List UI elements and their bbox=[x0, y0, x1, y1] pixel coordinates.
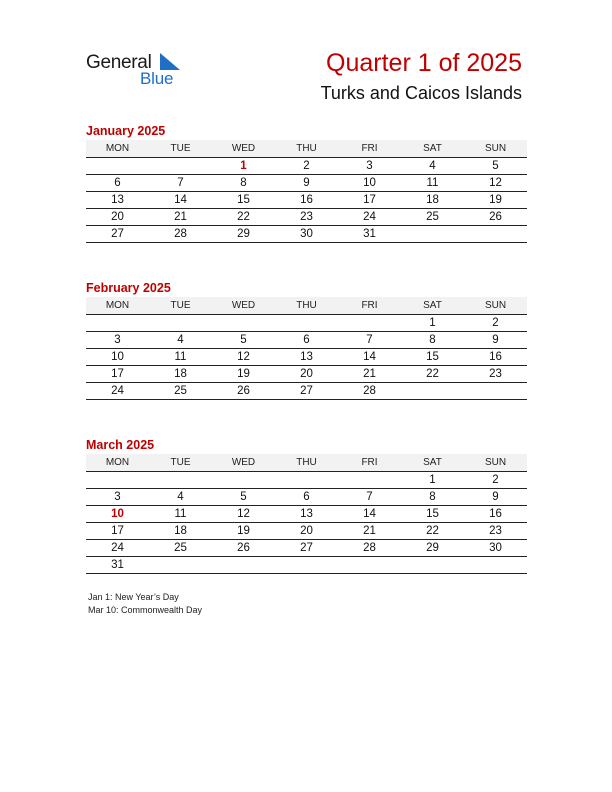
day-cell: 21 bbox=[363, 368, 376, 380]
day-cell: 30 bbox=[300, 228, 313, 240]
day-cell: 2 bbox=[492, 317, 499, 329]
day-cell: 1 bbox=[429, 474, 436, 486]
day-cell: 18 bbox=[174, 525, 187, 537]
weekday-header: THU bbox=[296, 300, 317, 311]
weekday-header: TUE bbox=[170, 300, 191, 311]
weekday-header: THU bbox=[296, 143, 317, 154]
day-cell: 29 bbox=[237, 228, 250, 240]
day-cell bbox=[212, 315, 275, 331]
day-cell: 4 bbox=[177, 334, 184, 346]
day-cell: 7 bbox=[366, 334, 373, 346]
week-row bbox=[86, 192, 527, 209]
day-cell: 5 bbox=[240, 491, 247, 503]
weekday-header: SAT bbox=[423, 457, 442, 468]
day-cell: 8 bbox=[429, 491, 436, 503]
day-cell: 25 bbox=[426, 211, 439, 223]
month-title: March 2025 bbox=[86, 438, 155, 452]
day-cell: 26 bbox=[237, 385, 250, 397]
day-cell bbox=[464, 226, 527, 242]
day-cell bbox=[338, 472, 401, 488]
day-cell: 22 bbox=[237, 211, 250, 223]
holiday-note: Jan 1: New Year’s Day bbox=[88, 592, 179, 602]
day-cell: 23 bbox=[300, 211, 313, 223]
week-row bbox=[86, 540, 527, 557]
weekday-header: WED bbox=[231, 457, 256, 468]
weekday-header: WED bbox=[231, 143, 256, 154]
holiday-notes bbox=[88, 591, 202, 617]
day-cell: 6 bbox=[114, 177, 121, 189]
page-title: Quarter 1 of 2025 bbox=[326, 49, 522, 77]
day-cell: 14 bbox=[363, 508, 376, 520]
day-cell bbox=[275, 557, 338, 573]
day-cell: 20 bbox=[300, 525, 313, 537]
day-cell: 20 bbox=[111, 211, 124, 223]
day-cell: 19 bbox=[237, 368, 250, 380]
day-cell: 29 bbox=[426, 542, 439, 554]
day-cell: 19 bbox=[237, 525, 250, 537]
day-cell: 15 bbox=[426, 508, 439, 520]
day-cell: 15 bbox=[237, 194, 250, 206]
day-cell: 30 bbox=[489, 542, 502, 554]
day-cell: 4 bbox=[177, 491, 184, 503]
day-cell: 17 bbox=[363, 194, 376, 206]
day-cell bbox=[401, 226, 464, 242]
day-cell: 4 bbox=[429, 160, 436, 172]
day-cell: 27 bbox=[300, 385, 313, 397]
day-cell: 23 bbox=[489, 525, 502, 537]
day-cell bbox=[86, 158, 149, 174]
day-cell: 2 bbox=[303, 160, 310, 172]
day-cell: 2 bbox=[492, 474, 499, 486]
weekday-header: MON bbox=[105, 457, 130, 468]
day-cell bbox=[212, 557, 275, 573]
day-cell: 13 bbox=[300, 351, 313, 363]
day-cell: 16 bbox=[489, 351, 502, 363]
day-cell: 14 bbox=[174, 194, 187, 206]
month-block bbox=[86, 436, 527, 574]
day-cell: 1 bbox=[429, 317, 436, 329]
day-cell bbox=[86, 472, 149, 488]
weekday-header-row bbox=[86, 297, 527, 315]
day-cell bbox=[401, 557, 464, 573]
weekday-header: WED bbox=[231, 300, 256, 311]
day-cell: 28 bbox=[174, 228, 187, 240]
month-title: January 2025 bbox=[86, 124, 166, 138]
week-row bbox=[86, 315, 527, 332]
weekday-header: MON bbox=[105, 300, 130, 311]
day-cell: 22 bbox=[426, 525, 439, 537]
day-cell: 21 bbox=[174, 211, 187, 223]
month-block bbox=[86, 279, 527, 400]
weekday-header: THU bbox=[296, 457, 317, 468]
week-row bbox=[86, 332, 527, 349]
day-cell: 17 bbox=[111, 368, 124, 380]
week-row bbox=[86, 383, 527, 399]
country-name: Turks and Caicos Islands bbox=[320, 83, 522, 103]
day-cell bbox=[464, 383, 527, 399]
day-cell: 24 bbox=[111, 385, 124, 397]
day-cell bbox=[338, 315, 401, 331]
day-cell bbox=[275, 472, 338, 488]
weekday-header: SAT bbox=[423, 143, 442, 154]
day-cell: 31 bbox=[363, 228, 376, 240]
day-cell: 27 bbox=[300, 542, 313, 554]
week-row bbox=[86, 366, 527, 383]
day-cell: 18 bbox=[174, 368, 187, 380]
day-cell: 27 bbox=[111, 228, 124, 240]
day-cell: 31 bbox=[111, 559, 124, 571]
day-cell bbox=[149, 472, 212, 488]
week-row bbox=[86, 209, 527, 226]
day-cell: 16 bbox=[489, 508, 502, 520]
weekday-header: FRI bbox=[361, 143, 378, 154]
holiday-note: Mar 10: Commonwealth Day bbox=[88, 605, 203, 615]
weekday-header: TUE bbox=[170, 457, 191, 468]
week-row bbox=[86, 523, 527, 540]
day-cell: 3 bbox=[366, 160, 373, 172]
weekday-header: FRI bbox=[361, 457, 378, 468]
day-cell: 14 bbox=[363, 351, 376, 363]
day-cell: 3 bbox=[114, 491, 121, 503]
day-cell: 16 bbox=[300, 194, 313, 206]
day-cell: 10 bbox=[111, 508, 124, 520]
day-cell: 12 bbox=[489, 177, 502, 189]
day-cell bbox=[149, 557, 212, 573]
day-cell: 6 bbox=[303, 334, 310, 346]
week-row bbox=[86, 506, 527, 523]
day-cell: 25 bbox=[174, 542, 187, 554]
day-cell: 12 bbox=[237, 351, 250, 363]
day-cell: 26 bbox=[237, 542, 250, 554]
day-cell: 21 bbox=[363, 525, 376, 537]
day-cell: 5 bbox=[492, 160, 499, 172]
day-cell: 12 bbox=[237, 508, 250, 520]
day-cell: 7 bbox=[177, 177, 184, 189]
day-cell: 24 bbox=[363, 211, 376, 223]
day-cell: 13 bbox=[300, 508, 313, 520]
day-cell: 10 bbox=[363, 177, 376, 189]
month-grid bbox=[86, 140, 527, 243]
weekday-header: TUE bbox=[170, 143, 191, 154]
weekday-header-row bbox=[86, 454, 527, 472]
day-cell bbox=[401, 383, 464, 399]
day-cell bbox=[149, 315, 212, 331]
day-cell: 9 bbox=[492, 334, 499, 346]
day-cell: 10 bbox=[111, 351, 124, 363]
day-cell: 28 bbox=[363, 385, 376, 397]
day-cell bbox=[149, 158, 212, 174]
day-cell: 8 bbox=[429, 334, 436, 346]
day-cell: 28 bbox=[363, 542, 376, 554]
day-cell: 9 bbox=[303, 177, 310, 189]
day-cell: 11 bbox=[426, 177, 439, 189]
weekday-header: MON bbox=[105, 143, 130, 154]
weekday-header: SUN bbox=[484, 457, 507, 468]
day-cell: 15 bbox=[426, 351, 439, 363]
day-cell: 17 bbox=[111, 525, 124, 537]
week-row bbox=[86, 489, 527, 506]
day-cell bbox=[86, 315, 149, 331]
weekday-header: SUN bbox=[484, 300, 507, 311]
day-cell: 22 bbox=[426, 368, 439, 380]
day-cell: 11 bbox=[174, 508, 187, 520]
weekday-header: SUN bbox=[484, 143, 507, 154]
day-cell: 25 bbox=[174, 385, 187, 397]
day-cell: 26 bbox=[489, 211, 502, 223]
day-cell: 13 bbox=[111, 194, 124, 206]
day-cell: 24 bbox=[111, 542, 124, 554]
month-block bbox=[86, 122, 527, 243]
day-cell bbox=[338, 557, 401, 573]
week-row bbox=[86, 557, 527, 573]
month-grid bbox=[86, 454, 527, 574]
week-row bbox=[86, 226, 527, 242]
day-cell: 7 bbox=[366, 491, 373, 503]
day-cell: 19 bbox=[489, 194, 502, 206]
day-cell: 5 bbox=[240, 334, 247, 346]
day-cell: 23 bbox=[489, 368, 502, 380]
day-cell bbox=[212, 472, 275, 488]
day-cell: 1 bbox=[240, 160, 247, 172]
weekday-header: SAT bbox=[423, 300, 442, 311]
weekday-header-row bbox=[86, 140, 527, 158]
logo-word-general: General bbox=[86, 52, 152, 73]
week-row bbox=[86, 158, 527, 175]
day-cell bbox=[275, 315, 338, 331]
day-cell bbox=[464, 557, 527, 573]
month-grid bbox=[86, 297, 527, 400]
day-cell: 9 bbox=[492, 491, 499, 503]
day-cell: 3 bbox=[114, 334, 121, 346]
week-row bbox=[86, 349, 527, 366]
weekday-header: FRI bbox=[361, 300, 378, 311]
day-cell: 18 bbox=[426, 194, 439, 206]
day-cell: 6 bbox=[303, 491, 310, 503]
day-cell: 8 bbox=[240, 177, 247, 189]
day-cell: 11 bbox=[174, 351, 187, 363]
week-row bbox=[86, 175, 527, 192]
generalblue-logo bbox=[86, 50, 196, 90]
logo-word-blue: Blue bbox=[140, 69, 174, 88]
month-title: February 2025 bbox=[86, 281, 171, 295]
week-row bbox=[86, 472, 527, 489]
day-cell: 20 bbox=[300, 368, 313, 380]
